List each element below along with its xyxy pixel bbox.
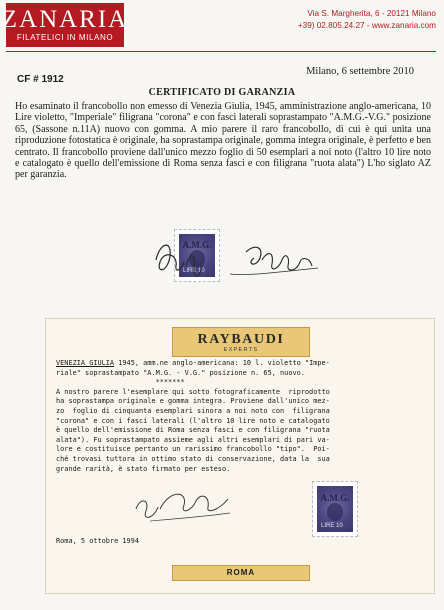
expert-line: 1945, amm.ne anglo-americana: 10 l. violetto "Impe-: [114, 359, 330, 367]
expert-line: alata"). Fu soprastampato assieme agli altri esemplari di pari va-: [56, 435, 330, 444]
expert-header: [172, 327, 310, 357]
certificate-number: CF # 1912: [17, 74, 64, 85]
expert-line: "corona" e con i fasci laterali (l'altro 10 lire noto e catalogato: [56, 416, 330, 425]
expert-lead: VENEZIA GIULIA: [56, 359, 115, 367]
expert-stamp-portrait: [327, 503, 343, 521]
expert-line: ché trovasi tuttora in ottimo stato di conservazione, data la sua: [56, 454, 330, 463]
expert-line: ha soprastampa originale e gomma integra. Proviene dall'unico mez-: [56, 397, 330, 406]
header-divider: [6, 51, 436, 52]
expert-stamp-image: [317, 486, 353, 532]
expert-certificate: [45, 318, 435, 594]
expert-line: zo foglio di cinquanta esemplari sinora a noi noto con filigrana: [56, 406, 330, 415]
expert-line: grande rarità, è stato firmato per esteso.: [56, 464, 231, 473]
expert-stamp-photo: [312, 481, 358, 537]
expert-signature: [130, 479, 240, 529]
expert-stamp-overprint: A.M.G.: [320, 493, 350, 503]
zanaria-logo: [1, 3, 129, 47]
expert-body: [56, 359, 426, 474]
expert-line: riale" soprastampato "A.M.G. - V.G." posizione n. 65, nuovo.: [56, 368, 305, 377]
expert-tagline: EXPERTS: [223, 346, 259, 353]
stamp-value: LIRE 10: [183, 268, 205, 274]
address-line-2: +39) 02.805.24.27 - www.zanaria.com: [297, 21, 436, 30]
certificate-date: Milano, 6 settembre 2010: [306, 66, 414, 77]
certificate-title: CERTIFICATO DI GARANZIA: [148, 87, 296, 98]
expert-line: lore e costituisce pertanto un rarissimo francobollo "tipo". Poi-: [56, 445, 330, 454]
handwritten-signature: [150, 222, 325, 292]
logo-tagline: FILATELICI IN MILANO: [16, 33, 114, 42]
expert-line: è quello dell'emissione di Roma senza fasci e con filigrana "ruota: [56, 426, 330, 435]
expert-date: Roma, 5 ottobre 1994: [56, 537, 139, 545]
logo-name: ZANARIA: [1, 6, 129, 33]
company-address: [298, 8, 436, 32]
expert-stamp-value: LIRE 10: [321, 523, 343, 529]
stamp-overprint: A.M.G.: [182, 240, 212, 250]
expert-footer: ROMA: [172, 565, 310, 581]
expert-brand: RAYBAUDI: [197, 331, 285, 347]
certificate-body: Ho esaminato il francobollo non emesso di Venezia Giulia, 1945, amministrazione anglo-americana, 10 Lire violetto, "Imperiale" filigrana "corona" e con fasci laterali soprastampato "A.M.G.-V.G." posizione 65, (Sassone n.11A) nuovo con gomma. A mio parere il raro francobollo, di cui è qui unita una riproduzione fotostatica è originale, ha soprastampa originale, gomma integra originale, è perfetto e ben centrato. Il francobollo proviene dall'unico mezzo foglio di 50 esemplari a noi noto (l'altro 10 lire noto e catalogato è quello dell'emissione di Roma senza fasci e con filigrana "ruota alata") L'ho siglato AZ per garanzia.: [15, 101, 431, 181]
address-line-1: Via S. Margherita, 6 - 20121 Milano: [307, 9, 436, 18]
expert-line: *******: [56, 378, 185, 387]
expert-line: A nostro parere l'esemplare qui sotto fotograficamente riprodotto: [56, 387, 330, 396]
